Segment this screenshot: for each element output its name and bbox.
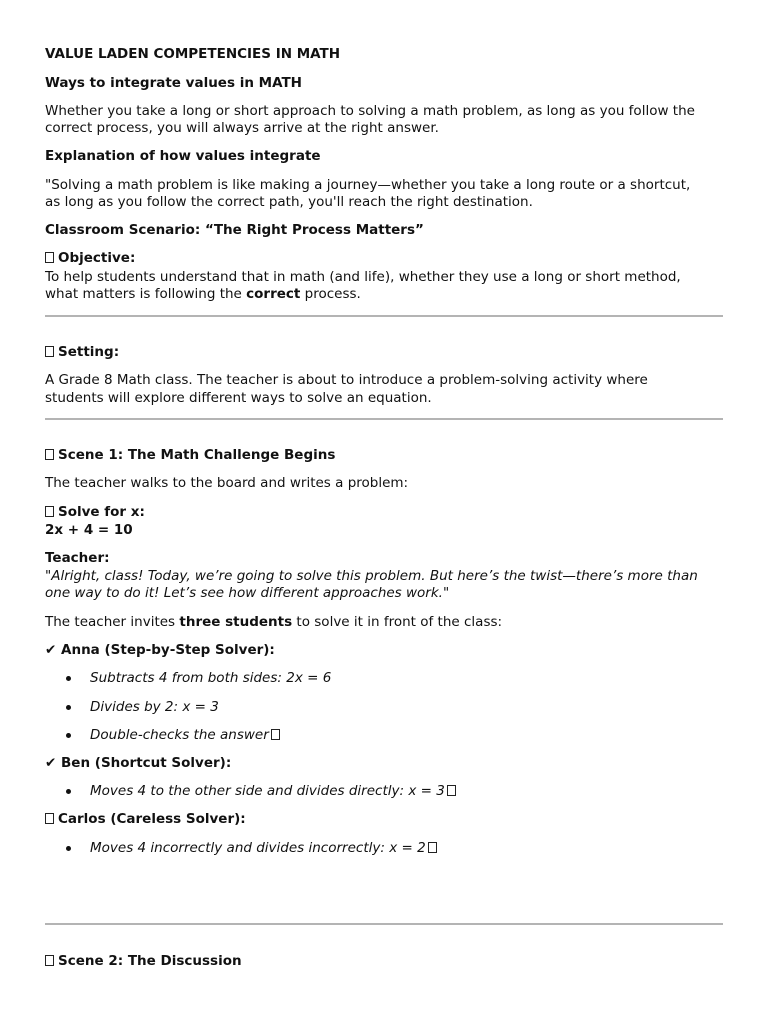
scene2-label: Scene 2: The Discussion (58, 953, 242, 969)
scene2-heading (45, 953, 242, 970)
objective-text-c: process. (300, 286, 361, 302)
check-mark-icon: ✔ (45, 755, 57, 771)
ben-step-1: Moves 4 to the other side and divides directly: x = 3 (90, 783, 445, 799)
emoji-placeholder-icon (45, 449, 54, 460)
invite-line (45, 614, 502, 631)
emoji-placeholder-icon (45, 252, 54, 263)
bullet-dot (66, 789, 71, 794)
ways-line-2: correct process, you will always arrive at the right answer. (45, 120, 439, 136)
teacher-quote-text: one way to do it! Let’s see how different approaches work. (45, 585, 443, 601)
anna-step-1: Subtracts 4 from both sides: 2x = 6 (90, 670, 332, 686)
bullet-dot (66, 846, 71, 851)
heading-ways: Ways to integrate values in MATH (45, 75, 302, 91)
scene1-heading (45, 447, 335, 464)
invite-text-a: The teacher invites (45, 614, 180, 630)
carlos-step-1-line (90, 840, 437, 857)
anna-step-2: Divides by 2: x = 3 (90, 699, 219, 715)
teacher-quote-line-1: "Alright, class! Today, we’re going to solve this problem. But here’s the twist—there’s more than (45, 568, 698, 584)
explain-line-1: "Solving a math problem is like making a journey—whether you take a long route or a shortcut, (45, 177, 691, 193)
objective-text-bold: correct (246, 286, 301, 302)
ben-label: Ben (Shortcut Solver): (61, 755, 232, 771)
emoji-placeholder-icon (271, 729, 280, 740)
solve-label: Solve for x: (58, 504, 145, 520)
emoji-placeholder-icon (45, 346, 54, 357)
anna-label: Anna (Step-by-Step Solver): (61, 642, 275, 658)
scene1-label: Scene 1: The Math Challenge Begins (58, 447, 336, 463)
invite-text-c: to solve it in front of the class: (292, 614, 503, 630)
bullet-dot (66, 705, 71, 710)
heading-scenario: Classroom Scenario: “The Right Process Matters” (45, 222, 424, 238)
emoji-placeholder-icon (45, 813, 54, 824)
divider (45, 418, 723, 420)
scene1-intro: The teacher walks to the board and writes a problem: (45, 475, 409, 491)
equation: 2x + 4 = 10 (45, 522, 133, 538)
bullet-dot (66, 733, 71, 738)
setting-line-2: students will explore different ways to solve an equation. (45, 390, 432, 406)
emoji-placeholder-icon (45, 506, 54, 517)
divider (45, 923, 723, 925)
setting-heading (45, 344, 119, 361)
carlos-step-1: Moves 4 incorrectly and divides incorrectly: x = 2 (90, 840, 426, 856)
invite-text-bold: three students (179, 614, 293, 630)
emoji-placeholder-icon (45, 955, 54, 966)
objective-heading (45, 250, 135, 267)
anna-heading (45, 642, 275, 659)
heading-explanation: Explanation of how values integrate (45, 148, 321, 164)
objective-label: Objective: (58, 250, 136, 266)
objective-line-2 (45, 286, 361, 303)
anna-step-3: Double-checks the answer (90, 727, 269, 743)
check-mark-icon: ✔ (45, 642, 57, 658)
divider (45, 315, 723, 317)
setting-label: Setting: (58, 344, 120, 360)
solve-heading (45, 504, 145, 521)
emoji-placeholder-icon (428, 842, 437, 853)
ben-heading (45, 755, 231, 772)
carlos-label: Carlos (Careless Solver): (58, 811, 246, 827)
objective-line-1: To help students understand that in math (and life), whether they use a long or short method, (45, 269, 681, 285)
ways-line-1: Whether you take a long or short approach to solving a math problem, as long as you follow the (45, 103, 695, 119)
carlos-heading (45, 811, 246, 828)
explain-line-2: as long as you follow the correct path, you'll reach the right destination. (45, 194, 533, 210)
teacher-quote-mark: " (442, 585, 450, 601)
document-title: VALUE LADEN COMPETENCIES IN MATH (45, 46, 341, 62)
emoji-placeholder-icon (447, 785, 456, 796)
bullet-dot (66, 676, 71, 681)
anna-step-3-line (90, 727, 280, 744)
teacher-quote-line-2 (45, 585, 449, 602)
setting-line-1: A Grade 8 Math class. The teacher is about to introduce a problem-solving activity where (45, 372, 648, 388)
objective-text-a: what matters is following the (45, 286, 247, 302)
teacher-label: Teacher: (45, 550, 110, 566)
ben-step-1-line (90, 783, 456, 800)
